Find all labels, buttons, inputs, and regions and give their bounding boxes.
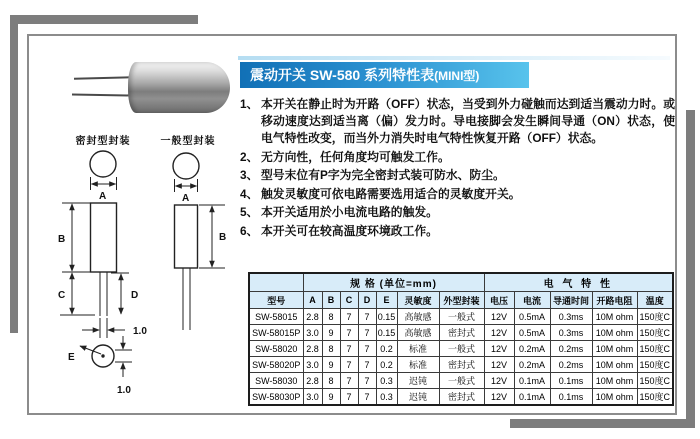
note-item [240,167,675,184]
value-cell: 12V [484,325,514,341]
model-cell: SW-58015P [249,325,303,341]
value-cell: 标准 [397,357,439,373]
note-number: 4、 [240,186,259,201]
value-cell: 7 [340,325,358,341]
value-cell: 7 [340,389,358,406]
dim-label-e: E [68,352,75,363]
note-text: 无方向性，任何角度均可触发工作。 [261,149,450,164]
value-cell: 150度C [637,309,673,325]
column-header: 外型封装 [439,292,484,309]
value-cell: 2.8 [303,373,322,389]
value-cell: 0.5mA [514,325,550,341]
general-body-outline [175,205,198,268]
value-cell: 迟钝 [397,373,439,389]
note-text: 本开关适用於小电流电路的触发。 [261,205,438,219]
value-cell: 150度C [637,373,673,389]
value-cell: 密封式 [439,357,484,373]
value-cell: 150度C [637,341,673,357]
value-cell: 0.3ms [550,309,592,325]
dim-label-a-sealed: A [99,191,107,202]
value-cell: 7 [358,357,376,373]
value-cell: 0.2mA [514,341,550,357]
model-cell: SW-58015 [249,309,303,325]
value-cell: 8 [322,373,340,389]
value-cell: 10M ohm [592,373,637,389]
value-cell: 密封式 [439,325,484,341]
table-row [249,373,673,389]
note-item [240,186,675,203]
page-title-suffix: (MINI型) [434,69,480,83]
value-cell: 0.15 [376,325,397,341]
value-cell: 密封式 [439,389,484,406]
dim-label-c: C [58,290,66,301]
value-cell: 10M ohm [592,325,637,341]
value-cell: 10M ohm [592,309,637,325]
table-row [249,389,673,406]
value-cell: 150度C [637,357,673,373]
column-header: D [358,292,376,309]
value-cell: 7 [340,357,358,373]
dim-label-a-general: A [182,193,190,204]
model-cell: SW-58020 [249,341,303,357]
value-cell: 150度C [637,325,673,341]
value-cell: 0.2 [376,341,397,357]
value-cell: 3.0 [303,357,322,373]
value-cell: 一般式 [439,309,484,325]
value-cell: 0.5mA [514,309,550,325]
column-header: C [340,292,358,309]
dimension-drawing [35,146,235,406]
value-cell: 7 [358,325,376,341]
value-cell: 0.3 [376,389,397,406]
note-item [240,223,675,240]
value-cell: 8 [322,341,340,357]
value-cell: 0.1ms [550,389,592,406]
column-header: 灵敏度 [397,292,439,309]
dim-label-b-general: B [219,232,227,243]
value-cell: 10M ohm [592,389,637,406]
page-title [240,62,529,88]
value-cell: 7 [358,373,376,389]
note-text: 本开关在静止时为开路（OFF）状态，当受到外力碰触而达到适当震动力时。或移动速度达到适当离（偏）发力时。导电接脚会发生瞬间导通（ON）状态，使电气特性改变，而当外力消失时电气特性恢复开路（OFF）状态。 [261,97,675,145]
value-cell: 0.1ms [550,373,592,389]
value-cell: 一般式 [439,373,484,389]
accent-bar-bottom [510,419,695,428]
value-cell: 7 [358,341,376,357]
spec-table-body [249,309,673,406]
value-cell: 10M ohm [592,357,637,373]
model-cell: SW-58020P [249,357,303,373]
value-cell: 2.8 [303,341,322,357]
note-item [240,96,675,147]
value-cell: 0.2ms [550,357,592,373]
value-cell: 高敏感 [397,325,439,341]
column-header: E [376,292,397,309]
banner-highlight-stripe [238,56,670,60]
sealed-package-label: 密封型封装 [75,136,131,147]
note-number: 1、 [240,97,259,111]
value-cell: 0.3ms [550,325,592,341]
note-item [240,204,675,221]
page-title-main: 震动开关 SW-580 系列特性表 [250,67,435,83]
value-cell: 9 [322,357,340,373]
value-cell: 迟钝 [397,389,439,406]
column-header: 电流 [514,292,550,309]
value-cell: 0.2mA [514,357,550,373]
sealed-body-outline [91,203,117,272]
column-header: 导通时间 [550,292,592,309]
column-header: 电压 [484,292,514,309]
note-text: 型号末位有P字为完全密封式装可防水、防尘。 [261,168,505,182]
column-header: B [322,292,340,309]
dim-label-b-sealed: B [58,234,66,245]
model-cell: SW-58030 [249,373,303,389]
value-cell: 7 [358,389,376,406]
table-row [249,357,673,373]
feature-notes-list [240,96,675,241]
vibration-switch-photo [128,62,230,113]
value-cell: 7 [340,341,358,357]
value-cell: 9 [322,389,340,406]
value-cell: 0.15 [376,309,397,325]
column-header-row [249,292,673,309]
value-cell: 150度C [637,389,673,406]
general-ball-outline [173,153,199,179]
dim-label-lead-dia: 1.0 [117,385,131,396]
dim-label-d: D [131,290,139,301]
value-cell: 12V [484,309,514,325]
note-number: 2、 [240,149,259,164]
value-cell: 12V [484,389,514,406]
column-header: 型号 [249,292,303,309]
column-header: A [303,292,322,309]
value-cell: 8 [322,309,340,325]
value-cell: 12V [484,373,514,389]
dim-label-lead-pitch: 1.0 [133,326,147,337]
table-row [249,325,673,341]
spec-group-header: 规 格 (单位=mm) [303,273,484,292]
value-cell: 7 [358,309,376,325]
model-cell: SW-58030P [249,389,303,406]
column-header: 温度 [637,292,673,309]
general-package-label: 一般型封装 [160,136,216,147]
value-cell: 0.1mA [514,389,550,406]
value-cell: 0.1mA [514,373,550,389]
value-cell: 10M ohm [592,341,637,357]
column-header: 开路电阻 [592,292,637,309]
note-number: 5、 [240,205,259,219]
accent-bar-top [10,15,198,24]
value-cell: 12V [484,357,514,373]
table-row [249,309,673,325]
value-cell: 0.3 [376,373,397,389]
value-cell: 标准 [397,341,439,357]
value-cell: 3.0 [303,389,322,406]
note-text: 触发灵敏度可依电路需要选用适合的灵敏度开关。 [261,186,521,201]
note-item [240,149,675,166]
value-cell: 3.0 [303,325,322,341]
sealed-ball-outline [90,151,116,177]
accent-bar-left [10,15,18,333]
value-cell: 7 [340,309,358,325]
note-text: 本开关可在较高温度环境政工作。 [261,223,438,238]
value-cell: 2.8 [303,309,322,325]
value-cell: 高敏感 [397,309,439,325]
value-cell: 一般式 [439,341,484,357]
value-cell: 0.2ms [550,341,592,357]
note-number: 6、 [240,223,259,238]
value-cell: 7 [340,373,358,389]
note-number: 3、 [240,168,259,182]
value-cell: 0.2 [376,357,397,373]
electrical-group-header: 电 气 特 性 [484,273,673,292]
value-cell: 9 [322,325,340,341]
accent-bar-right [686,110,695,428]
table-row [249,341,673,357]
spec-table [248,272,674,406]
value-cell: 12V [484,341,514,357]
table-corner-cell [249,273,303,292]
